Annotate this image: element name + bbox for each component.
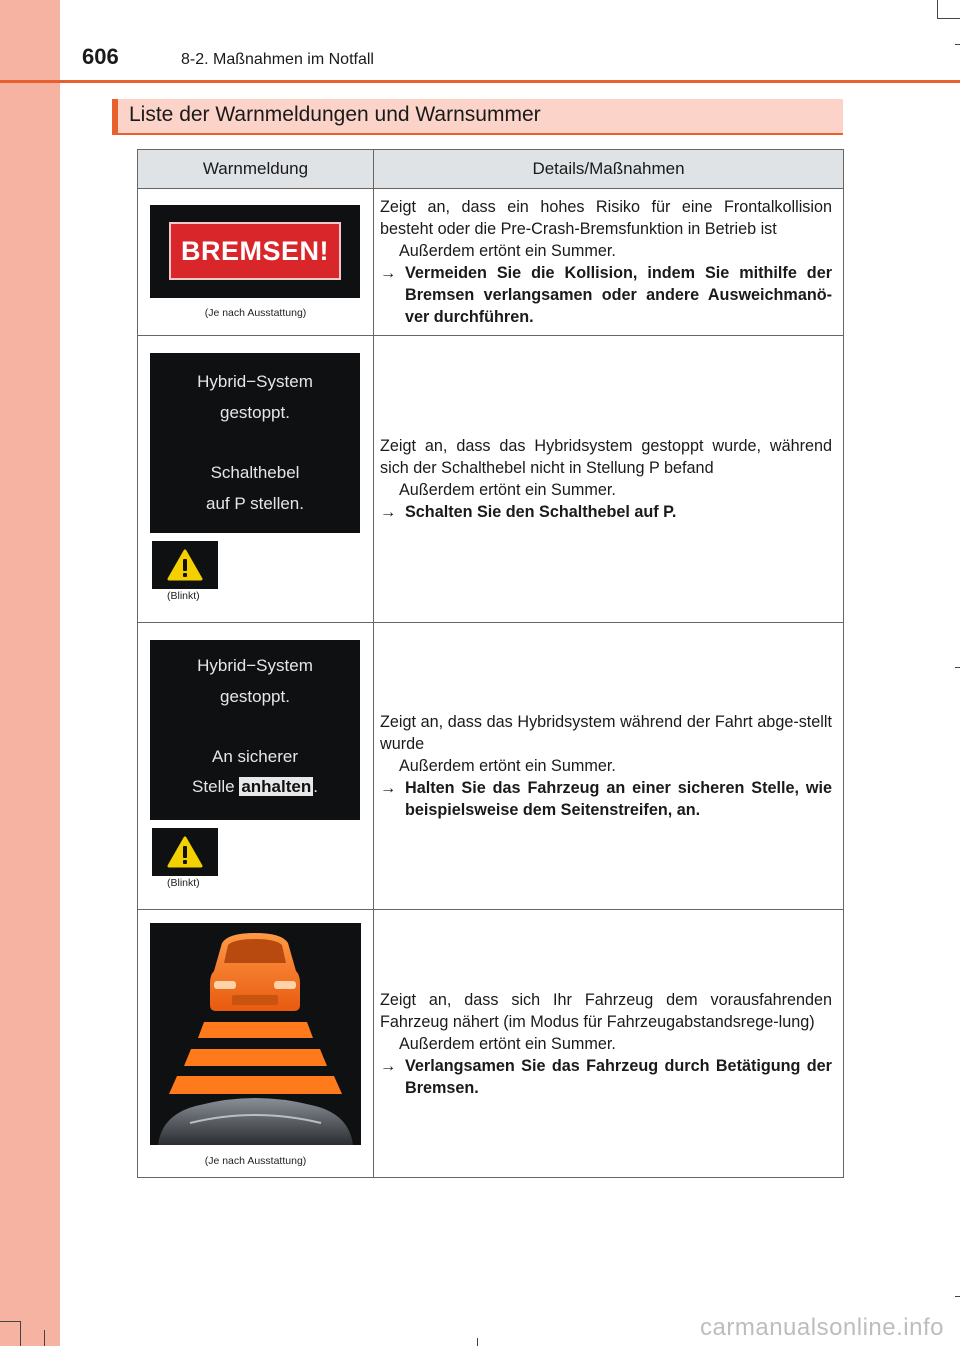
details-cell [374, 910, 844, 1178]
approaching-vehicle-icon [150, 923, 361, 1145]
display-highlight: anhalten [241, 777, 312, 796]
table-row [138, 623, 844, 910]
header-rule [0, 80, 960, 83]
crop-mark [477, 1338, 478, 1346]
side-color-strip [0, 0, 60, 1346]
table-row [138, 336, 844, 623]
crop-mark [937, 18, 960, 19]
image-caption: (Je nach Ausstattung) [204, 307, 307, 319]
warning-image-cell [138, 189, 374, 336]
buzzer-note: Außerdem ertönt ein Summer. [399, 242, 616, 260]
display-line: An sicherer [212, 747, 298, 766]
brake-warning-display [150, 205, 360, 298]
arrow-icon: → [380, 779, 397, 797]
display-word: Stelle [192, 777, 235, 796]
display-line: auf P stellen. [206, 494, 304, 513]
arrow-icon: → [380, 1056, 397, 1075]
action-label: Verlangsamen Sie das Fahrzeug durch Betätigung der Bremsen. [405, 1056, 832, 1097]
image-caption: (Je nach Ausstattung) [204, 1155, 307, 1167]
image-caption: (Blinkt) [167, 590, 200, 602]
warning-light-box [152, 541, 218, 589]
crop-mark [44, 1330, 45, 1346]
crop-mark [937, 0, 938, 18]
column-header-warnmeldung: Warnmeldung [138, 150, 374, 189]
hybrid-stopped-display [150, 353, 360, 533]
description-text: Zeigt an, dass ein hohes Risiko für eine Frontalkollision besteht oder die Pre-Crash-Bremsfunktion in Betrieb ist [380, 198, 832, 238]
crop-mark [955, 44, 960, 45]
warning-light-box [152, 828, 218, 876]
warning-image-cell [138, 910, 374, 1178]
table-header-row [138, 150, 844, 189]
display-line: Hybrid−System [197, 656, 313, 675]
description-text: Zeigt an, dass das Hybridsystem gestoppt wurde, während sich der Schalthebel nicht in Stellung P befand [380, 437, 832, 477]
description-text: Zeigt an, dass sich Ihr Fahrzeug dem vorausfahrenden Fahrzeug nähert (im Modus für Fahrzeugabstandsrege-lung) [380, 990, 832, 1031]
hybrid-stopped-display [150, 640, 360, 820]
watermark-link[interactable]: carmanualsonline.info [700, 1314, 944, 1341]
action-text [380, 777, 832, 821]
details-cell [374, 336, 844, 623]
table-row [138, 189, 844, 336]
action-text [380, 262, 832, 328]
table-row [138, 910, 844, 1178]
crop-mark [955, 667, 960, 668]
section-banner-bar [112, 99, 118, 133]
buzzer-note: Außerdem ertönt ein Summer. [399, 757, 616, 775]
warning-table [137, 149, 844, 1178]
warning-triangle-icon [167, 549, 203, 581]
buzzer-note: Außerdem ertönt ein Summer. [399, 481, 616, 499]
crop-mark [955, 1296, 960, 1297]
crop-mark [20, 1321, 21, 1346]
warning-triangle-icon [167, 836, 203, 868]
display-line: gestoppt. [220, 687, 290, 706]
buzzer-note: Außerdem ertönt ein Summer. [399, 1034, 616, 1053]
column-header-details: Details/Maßnahmen [374, 150, 844, 189]
display-line: Schalthebel [210, 463, 300, 482]
action-text [380, 501, 832, 523]
page-number: 606 [82, 44, 119, 69]
details-cell [374, 623, 844, 910]
description-text: Zeigt an, dass das Hybridsystem während der Fahrt abge-stellt wurde [380, 713, 832, 753]
action-label: Vermeiden Sie die Kollision, indem Sie mithilfe der Bremsen verlangsamen oder andere Ausweichmanö-ver durchführen. [405, 264, 832, 326]
image-caption: (Blinkt) [167, 877, 200, 889]
action-text [380, 1055, 832, 1099]
chapter-title: 8-2. Maßnahmen im Notfall [181, 51, 374, 68]
display-word: . [313, 777, 318, 796]
crop-mark [0, 1321, 20, 1322]
section-banner [112, 99, 843, 135]
warning-image-cell [138, 336, 374, 623]
display-line: gestoppt. [220, 403, 290, 422]
action-label: Halten Sie das Fahrzeug an einer sicheren Stelle, wie beispielsweise dem Seitenstreifen, an. [405, 779, 832, 819]
section-title: Liste der Warnmeldungen und Warnsummer [129, 103, 541, 126]
warning-image-cell [138, 623, 374, 910]
arrow-icon: → [380, 503, 397, 521]
brake-warning-message: BREMSEN! [169, 222, 341, 280]
action-label: Schalten Sie den Schalthebel auf P. [405, 503, 677, 521]
display-line [150, 777, 360, 797]
display-line: Hybrid−System [197, 372, 313, 391]
details-cell [374, 189, 844, 336]
arrow-icon: → [380, 264, 397, 282]
approach-warning-display [150, 923, 361, 1145]
